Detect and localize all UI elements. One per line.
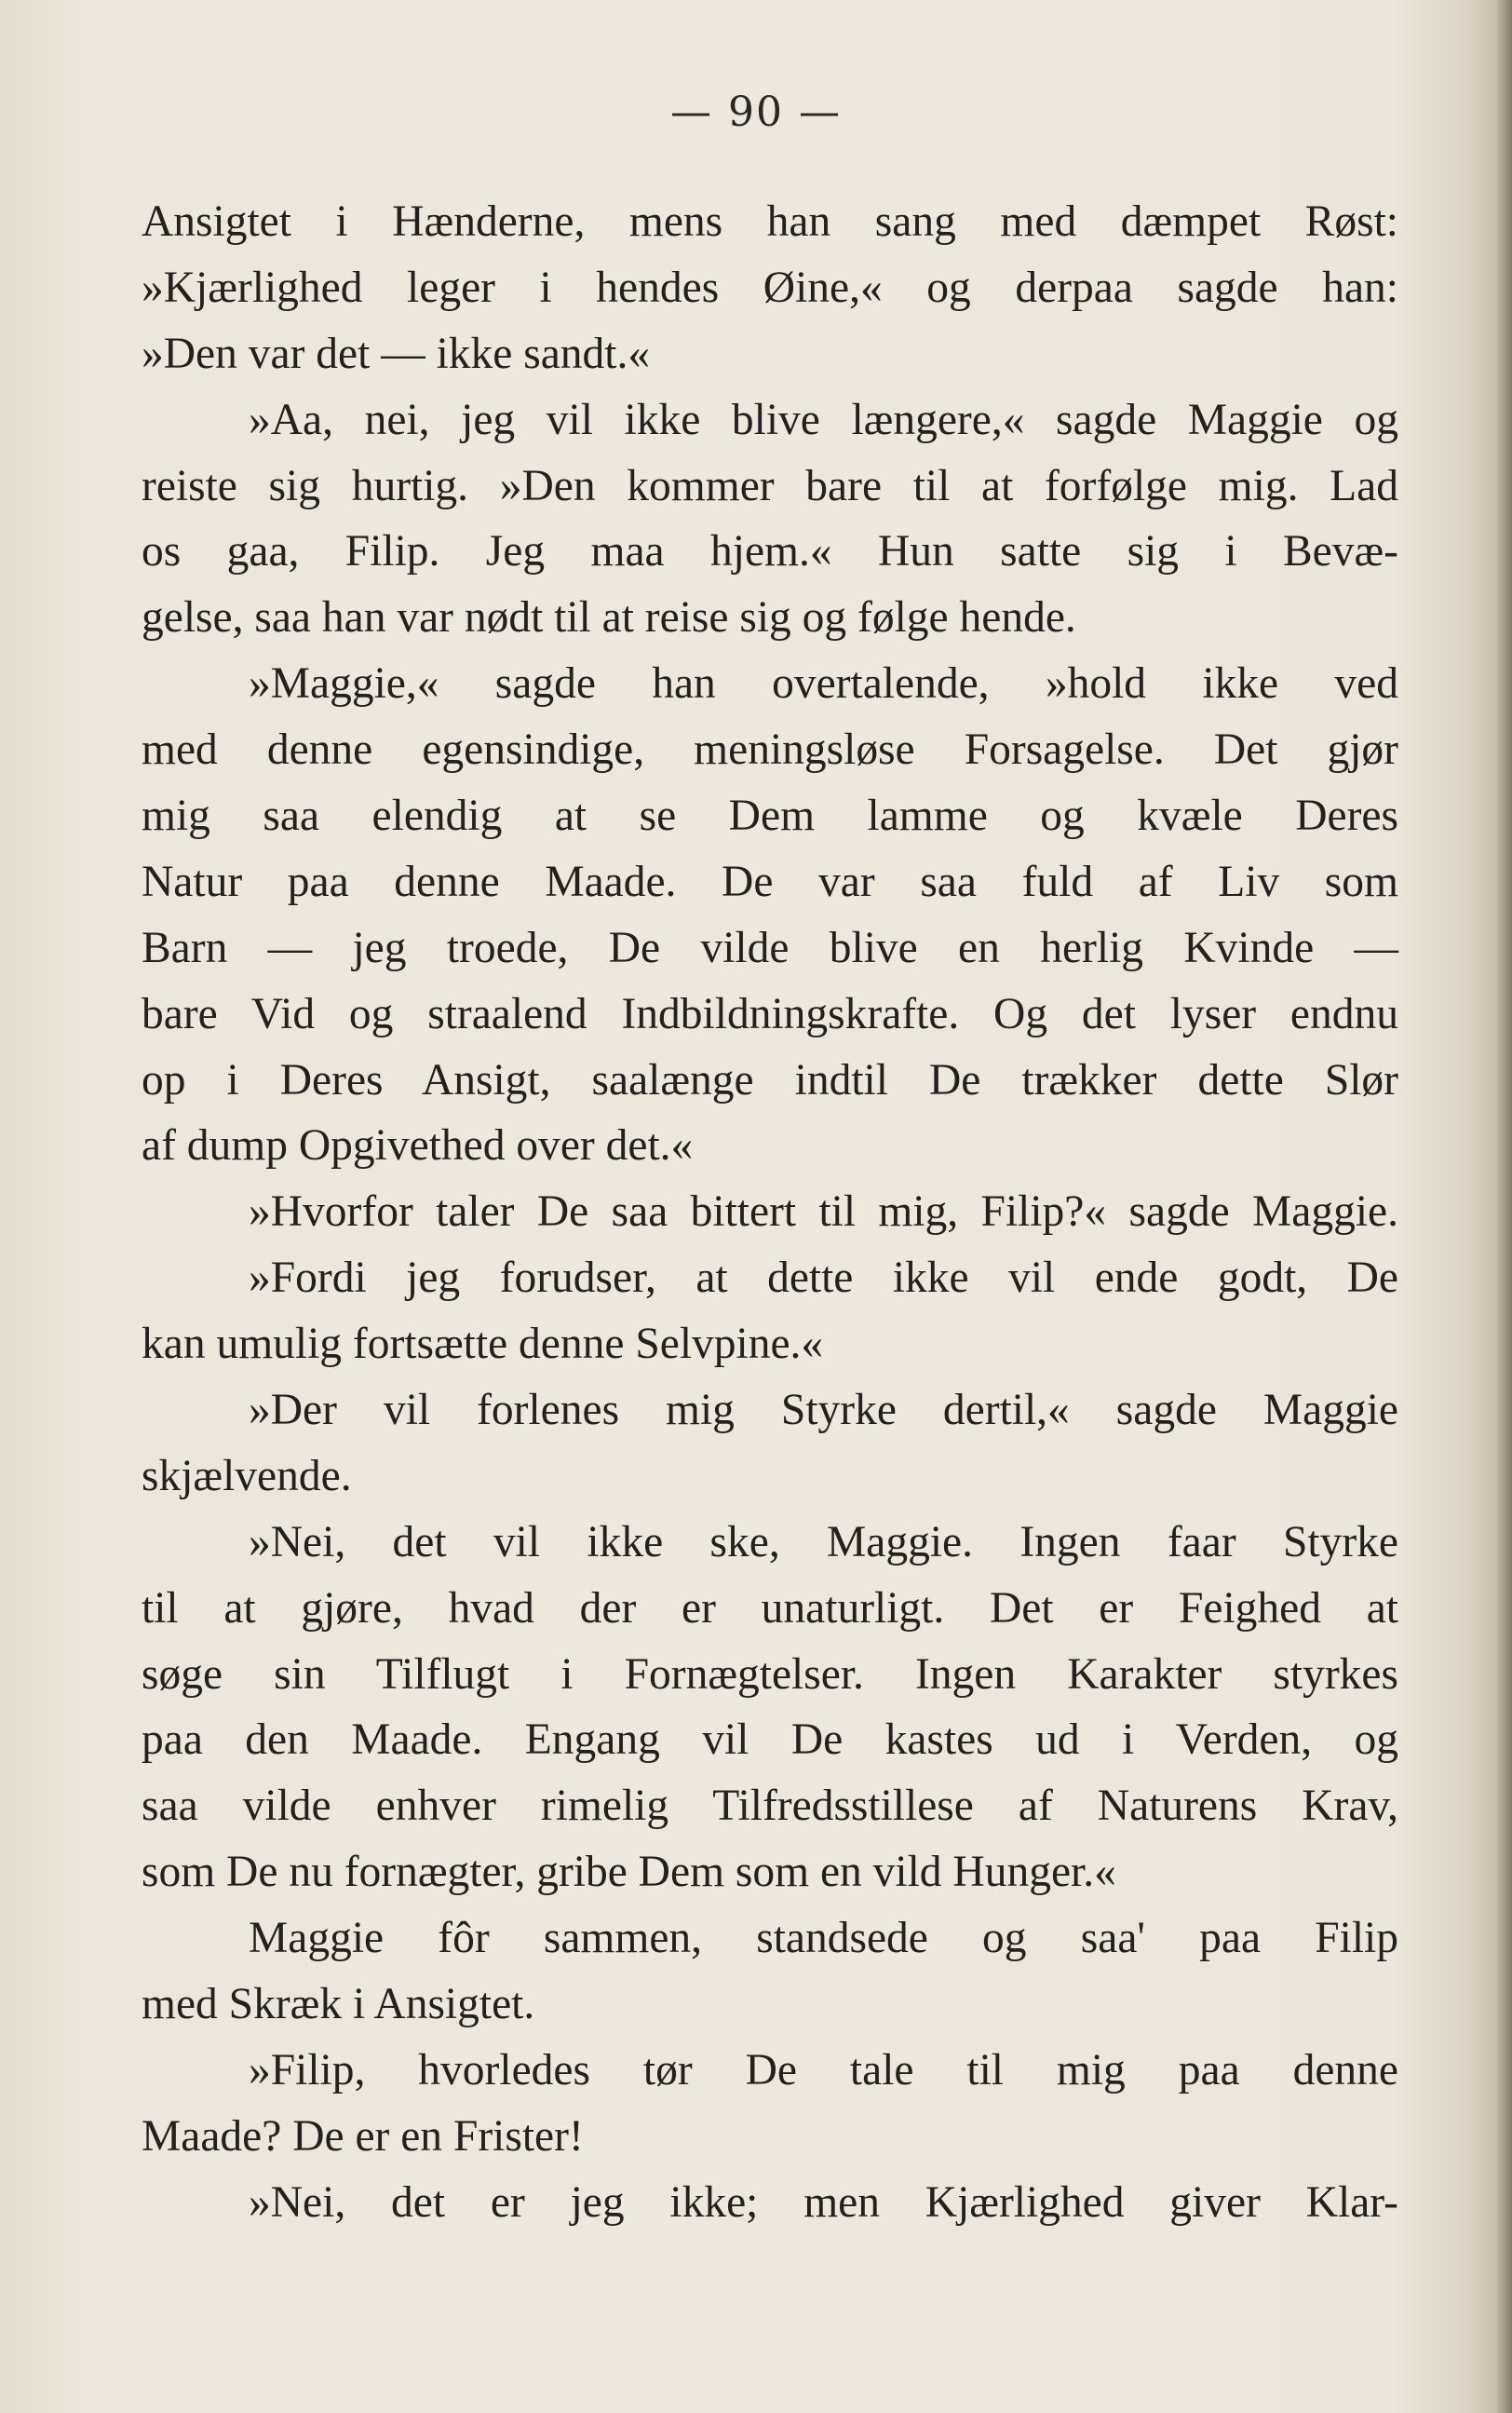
text-line: mig saa elendig at se Dem lamme og kvæle Deres [142, 792, 1398, 841]
text-line: Maggie fôr sammen, standsede og saa' paa Filip [249, 1914, 1398, 1963]
text-line: »Kjærlighed leger i hendes Øine,« og derpaa sagde han: [142, 263, 1398, 312]
text-line: Barn — jeg troede, De vilde blive en herlig Kvinde — [142, 923, 1398, 972]
text-line: af dump Opgivethed over det.« [142, 1121, 694, 1171]
text-line: søge sin Tilflugt i Fornægtelser. Ingen Karakter styrkes [142, 1649, 1398, 1699]
text-line: »Nei, det vil ikke ske, Maggie. Ingen faar Styrke [249, 1517, 1398, 1566]
text-line: »Filip, hvorledes tør De tale til mig paa denne [249, 2045, 1398, 2094]
text-line: som De nu fornægter, gribe Dem som en vild Hunger.« [142, 1848, 1116, 1897]
text-line: »Maggie,« sagde han overtalende, »hold ikke ved [249, 659, 1398, 709]
text-line: reiste sig hurtig. »Den kommer bare til at forfølge mig. Lad [142, 461, 1398, 510]
page-number-header: — 90 — [670, 88, 842, 136]
text-line: med denne egensindige, meningsløse Forsagelse. Det gjør [142, 725, 1398, 775]
text-line: Maade? De er en Frister! [142, 2111, 584, 2161]
text-line: paa den Maade. Engang vil De kastes ud i Verden, og [142, 1715, 1398, 1765]
text-line: med Skræk i Ansigtet. [142, 1980, 535, 2029]
text-line: »Hvorfor taler De saa bittert til mig, Filip?« sagde Maggie. [249, 1187, 1398, 1237]
page-edge-shadow [1495, 0, 1512, 2413]
text-line: Natur paa denne Maade. De var saa fuld af Liv som [142, 857, 1398, 906]
text-line: op i Deres Ansigt, saalænge indtil De trækker dette Slør [142, 1055, 1398, 1105]
text-line: bare Vid og straalend Indbildningskrafte. Og det lyser endnu [142, 989, 1398, 1038]
text-line: til at gjøre, hvad der er unaturligt. Det er Feighed at [142, 1583, 1398, 1633]
text-line: Ansigtet i Hænderne, mens han sang med dæmpet Røst: [142, 197, 1398, 246]
text-line: »Den var det — ikke sandt.« [142, 329, 651, 378]
text-line: »Aa, nei, jeg vil ikke blive længere,« sagde Maggie og [249, 395, 1398, 444]
text-line: gelse, saa han var nødt til at reise sig og følge hende. [142, 593, 1076, 643]
text-line: os gaa, Filip. Jeg maa hjem.« Hun satte sig i Bevæ- [142, 527, 1398, 576]
text-line: kan umulig fortsætte denne Selvpine.« [142, 1320, 824, 1369]
text-line: »Der vil forlenes mig Styrke dertil,« sagde Maggie [249, 1386, 1398, 1435]
text-line: »Nei, det er jeg ikke; men Kjærlighed giver Klar- [249, 2177, 1398, 2227]
text-line: saa vilde enhver rimelig Tilfredsstillese af Naturens Krav, [142, 1782, 1398, 1831]
body-text [142, 189, 1398, 2236]
text-line: »Fordi jeg forudser, at dette ikke vil ende godt, De [249, 1254, 1398, 1303]
text-line: skjælvende. [142, 1451, 352, 1500]
